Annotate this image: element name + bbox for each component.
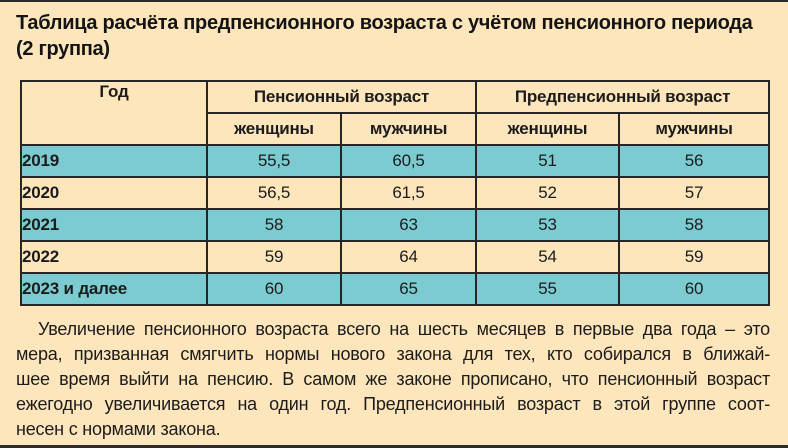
- column-header-year: Год: [21, 81, 207, 145]
- article-title-line2: (2 группа): [16, 38, 110, 60]
- age-value-cell: 61,5: [341, 177, 476, 209]
- column-group-pension-age: Пенсионный возраст: [207, 81, 476, 113]
- age-value-cell: 58: [207, 209, 341, 241]
- year-cell: 2020: [21, 177, 207, 209]
- table-row: [21, 209, 769, 241]
- table-row: [21, 177, 769, 209]
- article-title: [16, 10, 774, 62]
- age-value-cell: 55: [476, 273, 619, 305]
- paragraph-line: шее время выйти на пенсию. В самом же законе прописано, что пенсионный возраст: [16, 369, 770, 389]
- paragraph-line: мера, призванная смягчить нормы нового закона для тех, кто собирался в ближай-: [16, 344, 770, 364]
- age-value-cell: 54: [476, 241, 619, 273]
- age-value-cell: 56,5: [207, 177, 341, 209]
- column-group-prepension-age: Предпенсионный возраст: [476, 81, 769, 113]
- top-rule-divider: [0, 0, 788, 2]
- table-row: [21, 145, 769, 177]
- paragraph-line: ежегодно увеличивается на один год. Предпенсионный возраст в этой группе соот-: [16, 394, 770, 414]
- column-header-prepension-men: мужчины: [619, 113, 769, 145]
- age-value-cell: 56: [619, 145, 769, 177]
- age-value-cell: 55,5: [207, 145, 341, 177]
- age-value-cell: 57: [619, 177, 769, 209]
- year-cell: 2023 и далее: [21, 273, 207, 305]
- paragraph-line: Увеличение пенсионного возраста всего на шесть месяцев в первые два года – это: [38, 319, 770, 339]
- age-value-cell: 63: [341, 209, 476, 241]
- column-header-prepension-women: женщины: [476, 113, 619, 145]
- column-header-pension-men: мужчины: [341, 113, 476, 145]
- pension-age-table: [20, 80, 770, 306]
- age-value-cell: 52: [476, 177, 619, 209]
- year-cell: 2022: [21, 241, 207, 273]
- column-header-pension-women: женщины: [207, 113, 341, 145]
- age-value-cell: 53: [476, 209, 619, 241]
- year-cell: 2021: [21, 209, 207, 241]
- article-title-line1: Таблица расчёта предпенсионного возраста с учётом пенсионного периода: [16, 12, 753, 34]
- article-body-text: [16, 317, 770, 442]
- age-value-cell: 58: [619, 209, 769, 241]
- paragraph-line: несен с нормами закона.: [16, 419, 221, 439]
- table-header-row-groups: [21, 81, 769, 113]
- table-row: [21, 273, 769, 305]
- age-value-cell: 51: [476, 145, 619, 177]
- age-value-cell: 64: [341, 241, 476, 273]
- age-value-cell: 60: [207, 273, 341, 305]
- age-value-cell: 59: [207, 241, 341, 273]
- age-value-cell: 59: [619, 241, 769, 273]
- age-value-cell: 65: [341, 273, 476, 305]
- age-value-cell: 60: [619, 273, 769, 305]
- age-value-cell: 60,5: [341, 145, 476, 177]
- year-cell: 2019: [21, 145, 207, 177]
- table-row: [21, 241, 769, 273]
